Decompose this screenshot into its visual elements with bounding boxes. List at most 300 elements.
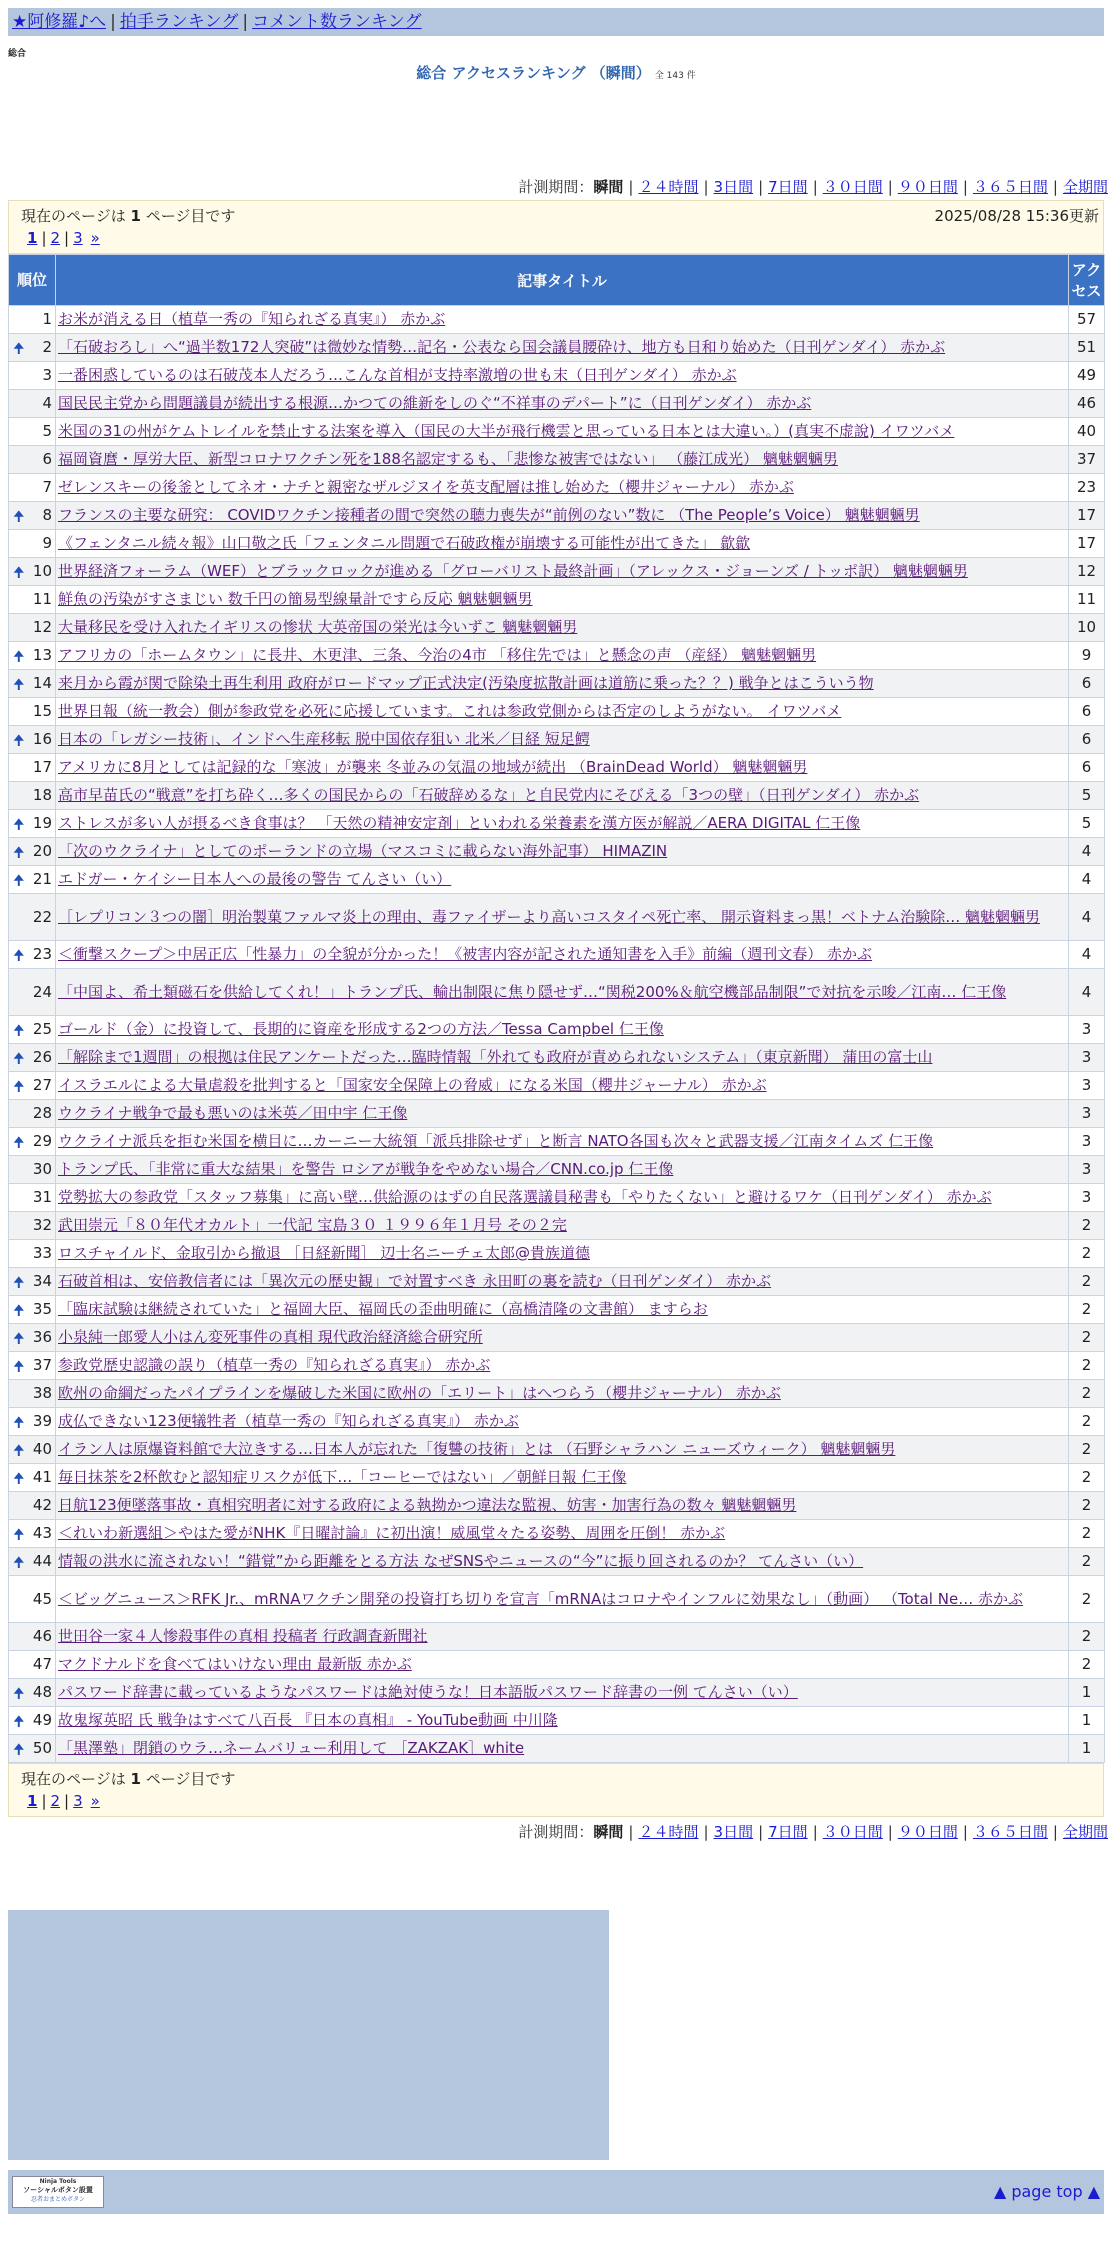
rank-number: 37 [32, 1356, 52, 1374]
article-link[interactable]: 情報の洪水に流されない！“錯覚”から距離をとる方法 なぜSNSやニュースの“今”に振り回されるのか？ てんさい（い） [58, 1552, 864, 1570]
page-title-text: 総合 アクセスランキング （瞬間） [416, 64, 651, 82]
period-link-365d[interactable]: ３６５日間 [972, 1823, 1048, 1841]
article-link[interactable]: 石破首相は、安倍教信者には「異次元の歴史観」で対置すべき 永田町の裏を読む（日刊ゲンダイ） 赤かぶ [58, 1272, 772, 1290]
rank-number: 43 [32, 1524, 52, 1542]
article-link[interactable]: 「黒澤塾」閉鎖のウラ…ネームバリュー利用して ［ZAKZAK］white [58, 1739, 525, 1757]
social-banner-line2: ソーシャルボタン設置 [23, 2186, 93, 2194]
rank-cell [9, 1408, 56, 1436]
page-info-top [8, 200, 1104, 254]
table-row [9, 306, 1105, 334]
period-link-90d[interactable]: ９０日間 [897, 178, 958, 196]
title-cell [56, 558, 1069, 586]
table-row [9, 782, 1105, 810]
access-count: 2 [1069, 1548, 1105, 1576]
category-label: 総合 [8, 49, 27, 59]
pager-page-1[interactable]: 1 [27, 1792, 38, 1810]
article-link[interactable]: 小泉純一郎愛人小はん変死事件の真相 現代政治経済総合研究所 [58, 1328, 483, 1346]
rank-up-arrow-icon: 🠉 [13, 1554, 25, 1571]
access-count: 3 [1069, 1100, 1105, 1128]
ad-placeholder [8, 1910, 609, 2160]
rank-number: 9 [42, 534, 52, 552]
access-count: 2 [1069, 1352, 1105, 1380]
updated-timestamp: 2025/08/28 15:36更新 [934, 207, 1099, 225]
period-label: 計測期間： [518, 1823, 594, 1841]
rank-cell [9, 1212, 56, 1240]
article-link[interactable]: イラン人は原爆資料館で大泣きする…日本人が忘れた「復讐の技術」とは （石野シャラハン ニューズウィーク） 魑魅魍魎男 [58, 1440, 896, 1458]
table-row [9, 1679, 1105, 1707]
pager-page-3[interactable]: 3 [73, 229, 83, 247]
table-row [9, 1492, 1105, 1520]
access-count: 2 [1069, 1324, 1105, 1352]
access-count: 46 [1069, 390, 1105, 418]
access-count: 6 [1069, 670, 1105, 698]
rank-cell [9, 866, 56, 894]
rank-number: 14 [32, 674, 52, 692]
title-cell [56, 1651, 1069, 1679]
article-link[interactable]: エドガー・ケイシー日本人への最後の警告 てんさい（い） [58, 870, 452, 888]
rank-up-arrow-icon: 🠉 [13, 1713, 25, 1730]
rank-number: 34 [32, 1272, 52, 1290]
access-count: 17 [1069, 502, 1105, 530]
pager-page-1[interactable]: 1 [27, 229, 38, 247]
rank-up-arrow-icon: 🠉 [13, 1274, 25, 1291]
total-count: 全 143 件 [654, 71, 696, 81]
rank-up-arrow-icon: 🠉 [13, 1302, 25, 1319]
article-link[interactable]: パスワード辞書に載っているようなパスワードは絶対使うな！日本語版パスワード辞書の一例 てんさい（い） [58, 1683, 798, 1701]
article-link[interactable]: 来月から霞が関で除染土再生利用 政府がロードマップ正式決定(汚染度拡散計画は道筋に乗った？？) 戦争とはこういう物 [58, 674, 874, 692]
article-link[interactable]: 党勢拡大の参政党「スタッフ募集」に高い壁…供給源のはずの自民落選議員秘書も「やりたくない」と避けるワケ（日刊ゲンダイ） 赤かぶ [58, 1188, 992, 1206]
access-count: 2 [1069, 1651, 1105, 1679]
access-count: 1 [1069, 1735, 1105, 1763]
rank-number: 39 [32, 1412, 52, 1430]
rank-cell [9, 1520, 56, 1548]
access-count: 11 [1069, 586, 1105, 614]
rank-cell [9, 502, 56, 530]
title-cell [56, 1268, 1069, 1296]
article-link[interactable]: アメリカに8月としては記録的な「寒波」が襲来 冬並みの気温の地域が続出 （BrainDead World） 魑魅魍魎男 [58, 758, 808, 776]
table-row [9, 1100, 1105, 1128]
title-cell [56, 1548, 1069, 1576]
access-count: 4 [1069, 838, 1105, 866]
rank-cell [9, 1436, 56, 1464]
current-page-text: 現在のページは 1 ページ目です [21, 1770, 236, 1788]
nav-separator: | [242, 12, 249, 32]
rank-number: 5 [42, 422, 52, 440]
rank-number: 41 [32, 1468, 52, 1486]
table-row [9, 754, 1105, 782]
rank-up-arrow-icon: 🠉 [13, 564, 25, 581]
article-link[interactable]: 参政党歴史認識の誤り（植草一秀の『知られざる真実』） 赤かぶ [58, 1356, 491, 1374]
table-row [9, 810, 1105, 838]
article-link[interactable]: 米国の31の州がケムトレイルを禁止する法案を導入（国民の大半が飛行機雲と思っている日本とは大違い。）(真実不虚說) イワツバメ [58, 422, 955, 440]
title-cell [56, 1464, 1069, 1492]
access-count: 12 [1069, 558, 1105, 586]
access-count: 51 [1069, 334, 1105, 362]
period-link-30d[interactable]: ３０日間 [822, 178, 883, 196]
access-count: 23 [1069, 474, 1105, 502]
period-selector-top: 計測期間：瞬間 | ２４時間 | 3日間 | 7日間 | ３０日間 | ９０日間 | ３６５日間 | 全期間 [518, 178, 1108, 196]
table-row [9, 698, 1105, 726]
title-cell [56, 1576, 1069, 1623]
period-current: 瞬間 [593, 1823, 624, 1841]
access-count: 3 [1069, 1128, 1105, 1156]
title-cell [56, 446, 1069, 474]
title-cell [56, 390, 1069, 418]
table-row [9, 941, 1105, 969]
table-row [9, 1072, 1105, 1100]
nav-clap-ranking-link[interactable]: 拍手ランキング [119, 12, 239, 32]
page-title [0, 62, 1112, 83]
rank-cell [9, 1548, 56, 1576]
article-link[interactable]: アフリカの「ホームタウン」に長井、木更津、三条、今治の4市 「移住先では」と懸念の声 （産経） 魑魅魍魎男 [58, 646, 817, 664]
period-link-30d[interactable]: ３０日間 [822, 1823, 883, 1841]
title-cell [56, 782, 1069, 810]
title-cell [56, 1735, 1069, 1763]
table-row [9, 1128, 1105, 1156]
rank-up-arrow-icon: 🠉 [13, 1050, 25, 1067]
ranking-rows [9, 306, 1105, 1763]
access-count: 6 [1069, 754, 1105, 782]
rank-cell [9, 362, 56, 390]
title-cell [56, 1623, 1069, 1651]
table-row [9, 1520, 1105, 1548]
title-cell [56, 698, 1069, 726]
access-count: 10 [1069, 614, 1105, 642]
access-count: 40 [1069, 418, 1105, 446]
article-link[interactable]: ＜ビッグニュース＞RFK Jr.、mRNAワクチン開発の投資打ち切りを宣言「mRNAはコロナやインフルに効果なし」（動画） （Total Ne… 赤かぶ [58, 1589, 1023, 1608]
pager-next[interactable]: » [90, 1792, 100, 1810]
article-link[interactable]: 世界経済フォーラム（WEF）とブラックロックが進める「グローバリスト最終計画」（アレックス・ジョーンズ / トッポ訳） 魑魅魍魎男 [58, 562, 968, 580]
table-row [9, 1212, 1105, 1240]
rank-cell [9, 1576, 56, 1623]
rank-cell [9, 586, 56, 614]
rank-cell [9, 838, 56, 866]
rank-cell [9, 1679, 56, 1707]
access-count: 17 [1069, 530, 1105, 558]
article-link[interactable]: 「中国よ、希土類磁石を供給してくれ！」トランプ氏、輸出制限に焦り隠せず…“関税200%＆航空機部品制限”で対抗を示唆／江南… 仁王像 [58, 982, 1007, 1001]
article-link[interactable]: 故鬼塚英昭 氏 戦争はすべて八百長 『日本の真相』 - YouTube動画 中川隆 [58, 1711, 558, 1729]
table-row [9, 390, 1105, 418]
social-banner-line3: 忍者おまとめボタン [30, 2196, 85, 2203]
access-count: 4 [1069, 894, 1105, 941]
table-row [9, 1016, 1105, 1044]
table-row [9, 362, 1105, 390]
rank-number: 28 [32, 1104, 52, 1122]
title-cell [56, 1212, 1069, 1240]
table-row [9, 1156, 1105, 1184]
rank-number: 29 [32, 1132, 52, 1150]
rank-up-arrow-icon: 🠉 [13, 844, 25, 861]
article-link[interactable]: ＜れいわ新選組＞やはた愛がNHK『日曜討論』に初出演！威風堂々たる姿勢、周囲を圧倒！ 赤かぶ [58, 1524, 726, 1542]
rank-number: 35 [32, 1300, 52, 1318]
access-count: 2 [1069, 1268, 1105, 1296]
table-row [9, 1296, 1105, 1324]
access-count: 5 [1069, 782, 1105, 810]
table-row [9, 726, 1105, 754]
pager: 1 | 2 | 3 » [27, 1792, 100, 1810]
title-cell [56, 969, 1069, 1016]
article-link[interactable]: 武田崇元「８０年代オカルト」一代記 宝島３０ １９９６年１月号 その２完 [58, 1216, 567, 1234]
rank-up-arrow-icon: 🠉 [13, 1414, 25, 1431]
title-cell [56, 1100, 1069, 1128]
article-link[interactable]: 「石破おろし」へ“過半数172人突破”は微妙な情勢…記名・公表なら国会議員腰砕け、地方も日和り始めた（日刊ゲンダイ） 赤かぶ [58, 338, 946, 356]
rank-number: 8 [42, 506, 52, 524]
rank-cell [9, 1735, 56, 1763]
article-link[interactable]: ［レプリコン３つの闇］明治製菓ファルマ炎上の理由、毒ファイザーより高いコスタイペ死亡率、 開示資料まっ黒！ベトナム治験除… 魑魅魍魎男 [58, 907, 1040, 926]
access-count: 3 [1069, 1184, 1105, 1212]
title-cell [56, 726, 1069, 754]
article-link[interactable]: ストレスが多い人が摂るべき食事は？ 「天然の精神安定剤」といわれる栄養素を漢方医が解説／AERA DIGITAL 仁王像 [58, 814, 861, 832]
rank-cell [9, 1184, 56, 1212]
access-count: 4 [1069, 941, 1105, 969]
page-top-link[interactable]: ▲ page top ▲ [993, 2182, 1100, 2201]
rank-number: 42 [32, 1496, 52, 1514]
rank-cell [9, 1492, 56, 1520]
title-cell [56, 1128, 1069, 1156]
article-link[interactable]: ウクライナ戦争で最も悪いのは米英／田中宇 仁王像 [58, 1104, 408, 1122]
article-link[interactable]: ゴールド（金）に投資して、長期的に資産を形成する2つの方法／Tessa Campbel 仁王像 [58, 1020, 664, 1038]
rank-number: 3 [42, 366, 52, 384]
rank-number: 30 [32, 1160, 52, 1178]
rank-number: 38 [32, 1384, 52, 1402]
article-link[interactable]: ウクライナ派兵を拒む米国を横目に…カーニー大統領「派兵排除せず」と断言 NATO各国も次々と武器支援／江南タイムズ 仁王像 [58, 1132, 934, 1150]
rank-cell [9, 1016, 56, 1044]
rank-number: 13 [32, 646, 52, 664]
article-link[interactable]: 成仏できない123便犠牲者（植草一秀の『知られざる真実』） 赤かぶ [58, 1412, 519, 1430]
rank-number: 7 [42, 478, 52, 496]
pager-page-2[interactable]: 2 [50, 229, 61, 247]
rank-cell [9, 474, 56, 502]
nav-home-link[interactable]: ★阿修羅♪へ [12, 12, 107, 32]
article-link[interactable]: ゼレンスキーの後釜としてネオ・ナチと親密なザルジヌイを英支配層は推し始めた（櫻井ジャーナル） 赤かぶ [58, 478, 794, 496]
period-link-90d[interactable]: ９０日間 [897, 1823, 958, 1841]
page-info-bottom [8, 1763, 1104, 1817]
pager-page-2[interactable]: 2 [50, 1792, 61, 1810]
rank-number: 19 [32, 814, 52, 832]
nav-comment-ranking-link[interactable]: コメント数ランキング [252, 12, 422, 32]
article-link[interactable]: イスラエルによる大量虐殺を批判すると「国家安全保障上の脅威」になる米国（櫻井ジャーナル） 赤かぶ [58, 1076, 767, 1094]
article-link[interactable]: 大量移民を受け入れたイギリスの惨状 大英帝国の栄光は今いずこ 魑魅魍魎男 [58, 618, 578, 636]
pager: 1 | 2 | 3 » [27, 229, 100, 247]
rank-cell [9, 418, 56, 446]
article-link[interactable]: トランプ氏、「非常に重大な結果」を警告 ロシアが戦争をやめない場合／CNN.co.jp 仁王像 [58, 1160, 674, 1178]
period-link-3d[interactable]: 3日間 [713, 1823, 754, 1841]
article-link[interactable]: 日航123便墜落事故・真相究明者に対する政府による執拗かつ違法な監視、妨害・加害行為の数々 魑魅魍魎男 [58, 1496, 797, 1514]
period-selector-bottom: 計測期間：瞬間 | ２４時間 | 3日間 | 7日間 | ３０日間 | ９０日間 | ３６５日間 | 全期間 [518, 1823, 1108, 1841]
rank-cell [9, 670, 56, 698]
article-link[interactable]: 一番困惑しているのは石破茂本人だろう…こんな首相が支持率激増の世も末（日刊ゲンダイ） 赤かぶ [58, 366, 737, 384]
rank-cell [9, 446, 56, 474]
access-count: 6 [1069, 698, 1105, 726]
title-cell [56, 866, 1069, 894]
title-cell [56, 1380, 1069, 1408]
access-count: 37 [1069, 446, 1105, 474]
access-count: 3 [1069, 1044, 1105, 1072]
rank-cell [9, 642, 56, 670]
access-count: 4 [1069, 866, 1105, 894]
rank-number: 45 [32, 1589, 52, 1608]
title-cell [56, 1520, 1069, 1548]
access-count: 5 [1069, 810, 1105, 838]
period-link-all[interactable]: 全期間 [1062, 178, 1108, 196]
table-row [9, 1464, 1105, 1492]
article-link[interactable]: ＜衝撃スクープ＞中居正広「性暴力」の全貌が分かった！《被害内容が記された通知書を入手》前編（週刊文春） 赤かぶ [58, 945, 873, 963]
article-link[interactable]: 毎日抹茶を2杯飲むと認知症リスクが低下…「コーヒーではない」／朝鮮日報 仁王像 [58, 1468, 627, 1486]
title-cell [56, 1044, 1069, 1072]
period-link-24h[interactable]: ２４時間 [638, 1823, 699, 1841]
rank-cell [9, 1296, 56, 1324]
title-cell [56, 1240, 1069, 1268]
access-count: 2 [1069, 1623, 1105, 1651]
rank-cell [9, 894, 56, 941]
rank-up-arrow-icon: 🠉 [13, 676, 25, 693]
title-cell [56, 838, 1069, 866]
article-link[interactable]: 「臨床試験は継続されていた」と福岡大臣、福岡氏の歪曲明確に（高橋清隆の文書館） ますらお [58, 1300, 708, 1318]
access-count: 2 [1069, 1296, 1105, 1324]
article-link[interactable]: 日本の「レガシー技術」、インドへ生産移転 脱中国依存狙い 北米／日経 短足鰐 [58, 730, 590, 748]
rank-up-arrow-icon: 🠉 [13, 1358, 25, 1375]
title-cell [56, 362, 1069, 390]
title-cell [56, 306, 1069, 334]
table-row [9, 1707, 1105, 1735]
article-link[interactable]: 《フェンタニル続々報》山口敬之氏「フェンタニル問題で石破政権が崩壊する可能性が出てきた」 歙歙 [58, 534, 751, 552]
rank-cell [9, 1380, 56, 1408]
access-count: 2 [1069, 1436, 1105, 1464]
article-link[interactable]: フランスの主要な研究： COVIDワクチン接種者の間で突然の聴力喪失が“前例のない”数に （The People’s Voice） 魑魅魍魎男 [58, 506, 920, 524]
rank-cell [9, 530, 56, 558]
article-link[interactable]: 欧州の命綱だったパイプラインを爆破した米国に欧州の「エリート」はへつらう（櫻井ジャーナル） 赤かぶ [58, 1384, 781, 1402]
rank-cell [9, 306, 56, 334]
pager-page-3[interactable]: 3 [73, 1792, 83, 1810]
title-cell [56, 1016, 1069, 1044]
title-cell [56, 1436, 1069, 1464]
rank-cell [9, 1651, 56, 1679]
article-link[interactable]: 世田谷一家４人惨殺事件の真相 投稿者 行政調査新聞社 [58, 1627, 428, 1645]
title-cell [56, 1324, 1069, 1352]
rank-cell [9, 558, 56, 586]
table-row [9, 530, 1105, 558]
article-link[interactable]: 鮮魚の汚染がすさまじい 数千円の簡易型線量計ですら反応 魑魅魍魎男 [58, 590, 533, 608]
rank-cell [9, 1464, 56, 1492]
rank-cell [9, 810, 56, 838]
rank-number: 2 [42, 338, 52, 356]
table-row [9, 1380, 1105, 1408]
table-row [9, 418, 1105, 446]
rank-cell [9, 941, 56, 969]
period-current: 瞬間 [593, 178, 624, 196]
rank-up-arrow-icon: 🠉 [13, 1022, 25, 1039]
article-link[interactable]: 福岡資麿・厚労大臣、新型コロナワクチン死を188名認定するも、「悲惨な被害ではない」 （藤江成光） 魑魅魍魎男 [58, 450, 838, 468]
rank-cell [9, 614, 56, 642]
table-row [9, 670, 1105, 698]
table-row [9, 474, 1105, 502]
title-cell [56, 530, 1069, 558]
rank-number: 18 [32, 786, 52, 804]
pager-next[interactable]: » [90, 229, 100, 247]
title-cell [56, 1707, 1069, 1735]
title-cell [56, 586, 1069, 614]
article-link[interactable]: お米が消える日（植草一秀の『知られざる真実』） 赤かぶ [58, 310, 446, 328]
article-link[interactable]: 高市早苗氏の“戦意”を打ち砕く…多くの国民からの「石破辞めるな」と自民党内にそびえる「3つの壁」（日刊ゲンダイ） 赤かぶ [58, 786, 920, 804]
rank-cell [9, 698, 56, 726]
table-row [9, 1576, 1105, 1623]
table-row [9, 614, 1105, 642]
article-link[interactable]: 国民民主党から問題議員が続出する根源…かつての維新をしのぐ“不祥事のデパート”に（日刊ゲンダイ） 赤かぶ [58, 394, 812, 412]
period-link-all[interactable]: 全期間 [1062, 1823, 1108, 1841]
period-link-3d[interactable]: 3日間 [713, 178, 754, 196]
table-row [9, 1184, 1105, 1212]
rank-cell [9, 1072, 56, 1100]
rank-number: 50 [32, 1739, 52, 1757]
rank-cell [9, 1268, 56, 1296]
table-row [9, 642, 1105, 670]
rank-number: 24 [32, 982, 52, 1001]
rank-cell [9, 390, 56, 418]
access-count: 3 [1069, 1016, 1105, 1044]
rank-cell [9, 1324, 56, 1352]
rank-up-arrow-icon: 🠉 [13, 1442, 25, 1459]
rank-cell [9, 1100, 56, 1128]
article-link[interactable]: 「次のウクライナ」としてのポーランドの立場（マスコミに載らない海外記事） HIMAZIN [58, 842, 668, 860]
rank-up-arrow-icon: 🠉 [13, 816, 25, 833]
access-count: 1 [1069, 1679, 1105, 1707]
social-button-banner[interactable] [12, 2176, 104, 2208]
table-row [9, 1240, 1105, 1268]
rank-number: 22 [32, 907, 52, 926]
rank-cell [9, 1156, 56, 1184]
title-cell [56, 670, 1069, 698]
rank-up-arrow-icon: 🠉 [13, 648, 25, 665]
period-link-24h[interactable]: ２４時間 [638, 178, 699, 196]
rank-number: 4 [42, 394, 52, 412]
table-row [9, 838, 1105, 866]
footer-bar [8, 2170, 1104, 2214]
table-row [9, 586, 1105, 614]
rank-number: 16 [32, 730, 52, 748]
rank-cell [9, 1707, 56, 1735]
col-rank-header: 順位 [9, 255, 56, 306]
title-cell [56, 474, 1069, 502]
title-cell [56, 1184, 1069, 1212]
title-cell [56, 334, 1069, 362]
rank-up-arrow-icon: 🠉 [13, 1134, 25, 1151]
table-row [9, 1044, 1105, 1072]
period-link-365d[interactable]: ３６５日間 [972, 178, 1048, 196]
rank-number: 27 [32, 1076, 52, 1094]
article-link[interactable]: マクドナルドを食べてはいけない理由 最新版 赤かぶ [58, 1655, 412, 1673]
current-page-text: 現在のページは 1 ページ目です [21, 207, 236, 225]
table-row [9, 1735, 1105, 1763]
rank-cell [9, 334, 56, 362]
article-link[interactable]: 「解除まで1週間」の根拠は住民アンケートだった…臨時情報「外れても政府が責められないシステム」（東京新聞） 蒲田の富士山 [58, 1048, 933, 1066]
nav-separator: | [110, 12, 116, 32]
period-link-7d[interactable]: 7日間 [768, 1823, 808, 1841]
access-count: 4 [1069, 969, 1105, 1016]
rank-up-arrow-icon: 🠉 [13, 732, 25, 749]
rank-number: 49 [32, 1711, 52, 1729]
table-row [9, 969, 1105, 1016]
period-link-7d[interactable]: 7日間 [768, 178, 808, 196]
rank-number: 46 [32, 1627, 52, 1645]
rank-number: 25 [32, 1020, 52, 1038]
access-count: 2 [1069, 1212, 1105, 1240]
access-count: 3 [1069, 1072, 1105, 1100]
article-link[interactable]: 世界日報（統一教会）側が参政党を必死に応援しています。これは参政党側からは否定のしようがない。 イワツバメ [58, 702, 842, 720]
table-row [9, 866, 1105, 894]
article-link[interactable]: ロスチャイルド、金取引から撤退 ［日経新聞］ 辺士名ニーチェ太郎@貴族道德 [58, 1244, 590, 1262]
access-count: 1 [1069, 1707, 1105, 1735]
title-cell [56, 1352, 1069, 1380]
